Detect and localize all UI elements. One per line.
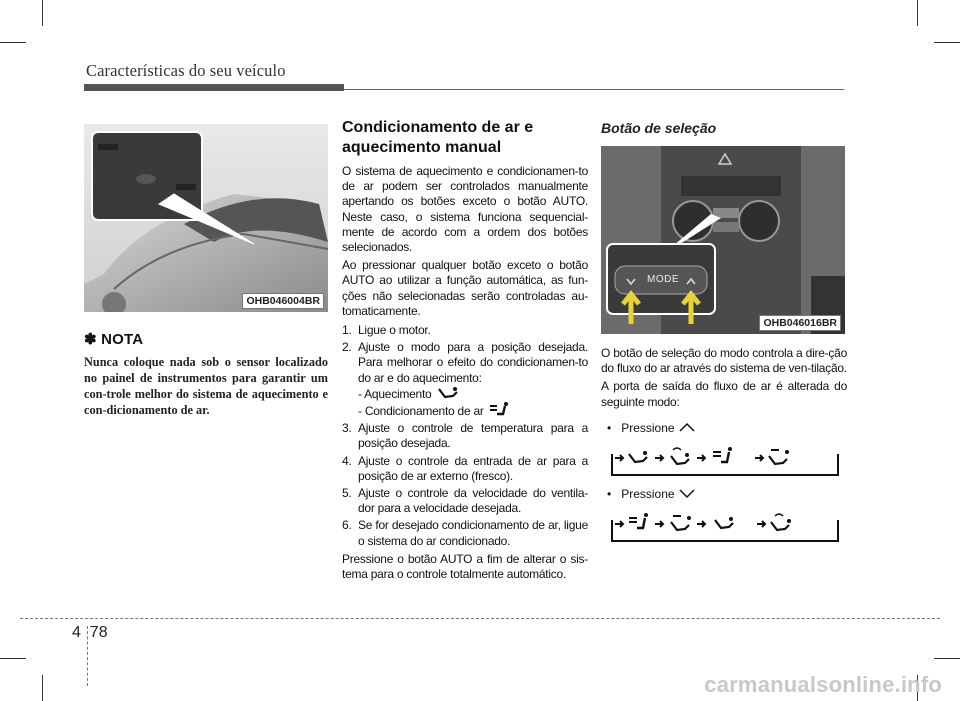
paragraph: Pressione o botão AUTO a fim de alterar o sis-tema para o controle totalmente automático. xyxy=(342,551,588,582)
bullet-press-up: • Pressione xyxy=(607,420,847,436)
note-text: Nunca coloque nada sob o sensor localizado no painel de instrumentos para garantir um con-trole melhor do sistema de aquecimento e con-dicionamento de ar. xyxy=(84,355,328,417)
car-dashboard-illustration xyxy=(84,124,328,312)
list-item: 4. Ajuste o controle da entrada de ar para a posição de ar externo (fresco). xyxy=(342,453,588,483)
ac-mode-line: - Condicionamento de ar xyxy=(358,402,588,419)
watermark: carmanualsonline.info xyxy=(704,672,942,697)
crop-mark xyxy=(934,658,960,659)
paragraph: O sistema de aquecimento e condicionamen-to de ar podem ser controlados manualmente apertando os botões exceto o botão AUTO. Neste caso, o sistema funciona sequencial-mente de acordo com a ordem dos botões selecionados. xyxy=(342,164,588,255)
mode-sequence-down-icons xyxy=(611,510,841,540)
floor-vent-icon xyxy=(629,451,647,462)
paragraph: Ao pressionar qualquer botão exceto o botão AUTO ao utilizar a função automática, as fun-ções não selecionadas serão controladas au-tomaticamente. xyxy=(342,258,588,318)
bilevel-vent-icon xyxy=(769,450,789,464)
control-panel-photo xyxy=(601,146,845,334)
header-rule xyxy=(344,89,844,90)
paragraph: O botão de seleção do modo controla a dire-ção do fluxo do ar através do sistema de ven-tilação. xyxy=(601,346,847,376)
list-item: 2. Ajuste o modo para a posição desejada. Para melhorar o efeito do condicionamen-to do ar e do aquecimento: - Aquecimento - Condicionamento de ar xyxy=(342,340,588,419)
left-column xyxy=(84,124,328,418)
subsection-title: Botão de seleção xyxy=(601,120,717,136)
footer-rule xyxy=(20,618,940,619)
middle-column xyxy=(342,118,588,585)
mode-button-illustration xyxy=(601,146,845,334)
crop-mark xyxy=(0,42,26,43)
list-item: 3. Ajuste o controle de temperatura para a posição desejada. xyxy=(342,421,588,451)
page-divider xyxy=(87,626,89,686)
floor-vent-icon xyxy=(435,386,461,400)
list-item: 6. Se for desejado condicionamento de ar, ligue o sistema do ar condicionado. xyxy=(342,518,588,548)
crop-mark xyxy=(42,0,43,26)
defrost-floor-icon xyxy=(671,448,689,464)
defrost-floor-icon xyxy=(771,514,791,530)
crop-mark xyxy=(934,42,960,43)
mode-button-label: MODE xyxy=(647,274,679,285)
crop-mark xyxy=(917,0,918,26)
bullet-press-down: • Pressione xyxy=(607,486,847,502)
windshield-photo xyxy=(84,124,328,312)
list-item: 5. Ajuste o controle da velocidade do ventila-dor para a velocidade desejada. xyxy=(342,486,588,516)
chevron-up-icon xyxy=(678,421,696,433)
page-number: 4 78 xyxy=(72,624,108,641)
floor-vent-icon xyxy=(715,517,733,528)
bilevel-vent-icon xyxy=(671,516,691,530)
crop-mark xyxy=(0,658,26,659)
photo-code: OHB046016BR xyxy=(759,315,841,331)
heating-mode-line: - Aquecimento xyxy=(358,386,588,402)
photo-code: OHB046004BR xyxy=(242,293,324,309)
face-vent-icon xyxy=(629,513,648,528)
chevron-down-icon xyxy=(678,487,696,499)
mode-cycle-down xyxy=(611,510,841,542)
header-bar xyxy=(84,84,344,91)
face-vent-icon xyxy=(487,402,513,418)
paragraph: A porta de saída do fluxo de ar é alterada do seguinte modo: xyxy=(601,379,847,409)
mode-sequence-up-icons xyxy=(611,444,841,474)
section-title: Condicionamento de ar e aquecimento manual xyxy=(342,119,534,156)
list-item: 1. Ligue o motor. xyxy=(342,323,431,338)
running-header: Características do seu veículo xyxy=(86,61,286,80)
face-vent-icon xyxy=(713,447,732,462)
steps-list xyxy=(342,323,588,549)
mode-cycle-up xyxy=(611,444,841,476)
note-heading: ✽ NOTA xyxy=(84,331,144,348)
crop-mark xyxy=(42,675,43,701)
right-column xyxy=(601,120,847,542)
